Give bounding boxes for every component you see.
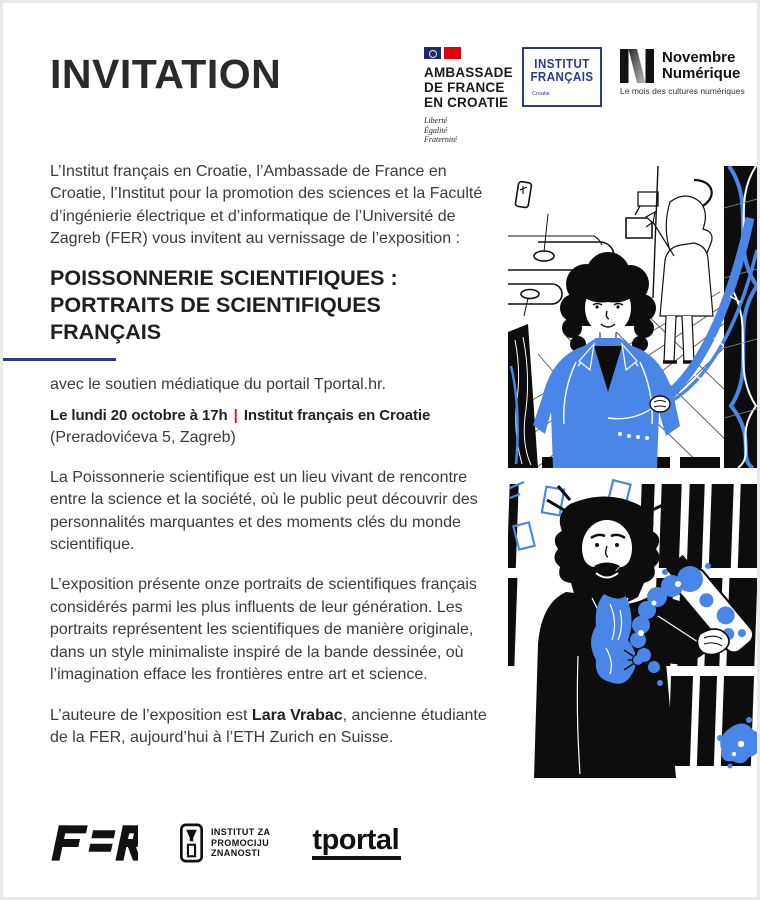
novembre-numerique-n-icon — [620, 49, 654, 83]
bottom-illustration-scientist-bottle — [508, 476, 760, 778]
french-flag-icon — [424, 47, 516, 59]
paragraph-author — [50, 705, 492, 750]
event-address: (Preradovićeva 5, Zagreb) — [50, 429, 236, 447]
paragraph-poissonnerie: La Poissonnerie scientifique est un lieu vivant de rencontre entre la science et la société, où le public peut découvrir des personnalités marquantes et des moments clés du monde scientifique. — [50, 468, 478, 554]
exhibition-title-line1: POISSONNERIE SCIENTIFIQUES : — [50, 265, 398, 290]
novembre-numerique-logo — [620, 49, 758, 96]
footer-partner-logos — [50, 821, 401, 865]
ambassade-line-3: EN CROATIE — [424, 95, 509, 110]
event-date: Le lundi 20 octobre à 17h — [50, 407, 228, 425]
event-main — [50, 407, 430, 424]
nn-line-1: Novembre — [662, 49, 736, 66]
author-suffix: , ancienne étudiante de la FER, aujourd’hui à l’ETH Zurich en Suisse. — [50, 706, 487, 746]
ipz-logo — [180, 823, 270, 863]
nn-line-2: Numérique — [662, 65, 741, 82]
author-prefix: L’auteure de l’exposition est — [50, 706, 252, 724]
exhibition-title-line2: PORTRAITS DE SCIENTIFIQUES FRANÇAIS — [50, 292, 381, 344]
institut-francais-box — [522, 47, 602, 107]
top-illustration-scientist-lab — [508, 166, 760, 468]
ambassade-line-1: AMBASSADE — [424, 65, 513, 80]
exhibition-title — [50, 265, 492, 346]
if-line-2: FRANÇAIS — [530, 70, 594, 84]
ipz-logo-text — [211, 827, 270, 859]
event-line — [50, 405, 492, 450]
ipz-line-2: PROMOCIJU — [211, 837, 270, 848]
ambassade-line-2: DE FRANCE — [424, 80, 505, 95]
media-support-line: avec le soutien médiatique du portail Tportal.hr. — [50, 375, 386, 393]
motto-fraternite: Fraternité — [424, 135, 457, 144]
nn-subtitle: Le mois des cultures numériques — [620, 86, 745, 96]
motto-egalite: Égalité — [424, 125, 448, 135]
if-line-1: INSTITUT — [534, 57, 590, 71]
institut-francais-logo — [522, 47, 602, 107]
page-title: INVITATION — [50, 51, 282, 97]
ambassade-logo-text — [424, 65, 516, 110]
paragraph-exposition: L’exposition présente onze portraits de scientifiques français considérés parmi les plus influents de leur génération. Les portraits représentent les scientifiques de manière originale, dans un style minimaliste inspiré de la bande dessinée, où l’imagination efface les frontières entre art et science. — [50, 576, 477, 684]
intro-paragraph: L’Institut français en Croatie, l’Ambassade de France en Croatie, l’Institut pour la promotion des sciences et la Faculté d’ingénierie électrique et d’informatique de l’Université de Zagreb (FER) vous invitent au vernissage de l’exposition : — [50, 163, 483, 248]
author-name: Lara Vrabac — [251, 706, 343, 724]
event-separator: | — [233, 407, 238, 425]
event-place: Institut français en Croatie — [243, 407, 431, 425]
fer-logo — [50, 821, 138, 865]
ipz-flask-icon — [180, 823, 203, 863]
ipz-line-3: ZNANOSTI — [211, 848, 261, 859]
exhibition-illustration — [508, 166, 760, 778]
body-text-column — [50, 161, 492, 749]
ambassade-logo — [424, 47, 516, 145]
if-croatie: Croatie — [532, 91, 550, 97]
ipz-line-1: INSTITUT ZA — [211, 827, 271, 838]
motto-liberte: Liberté — [424, 116, 448, 125]
ambassade-motto — [424, 116, 516, 145]
navy-divider — [3, 358, 116, 361]
novembre-numerique-title — [662, 50, 740, 82]
tportal-logo: tportal — [312, 826, 401, 860]
